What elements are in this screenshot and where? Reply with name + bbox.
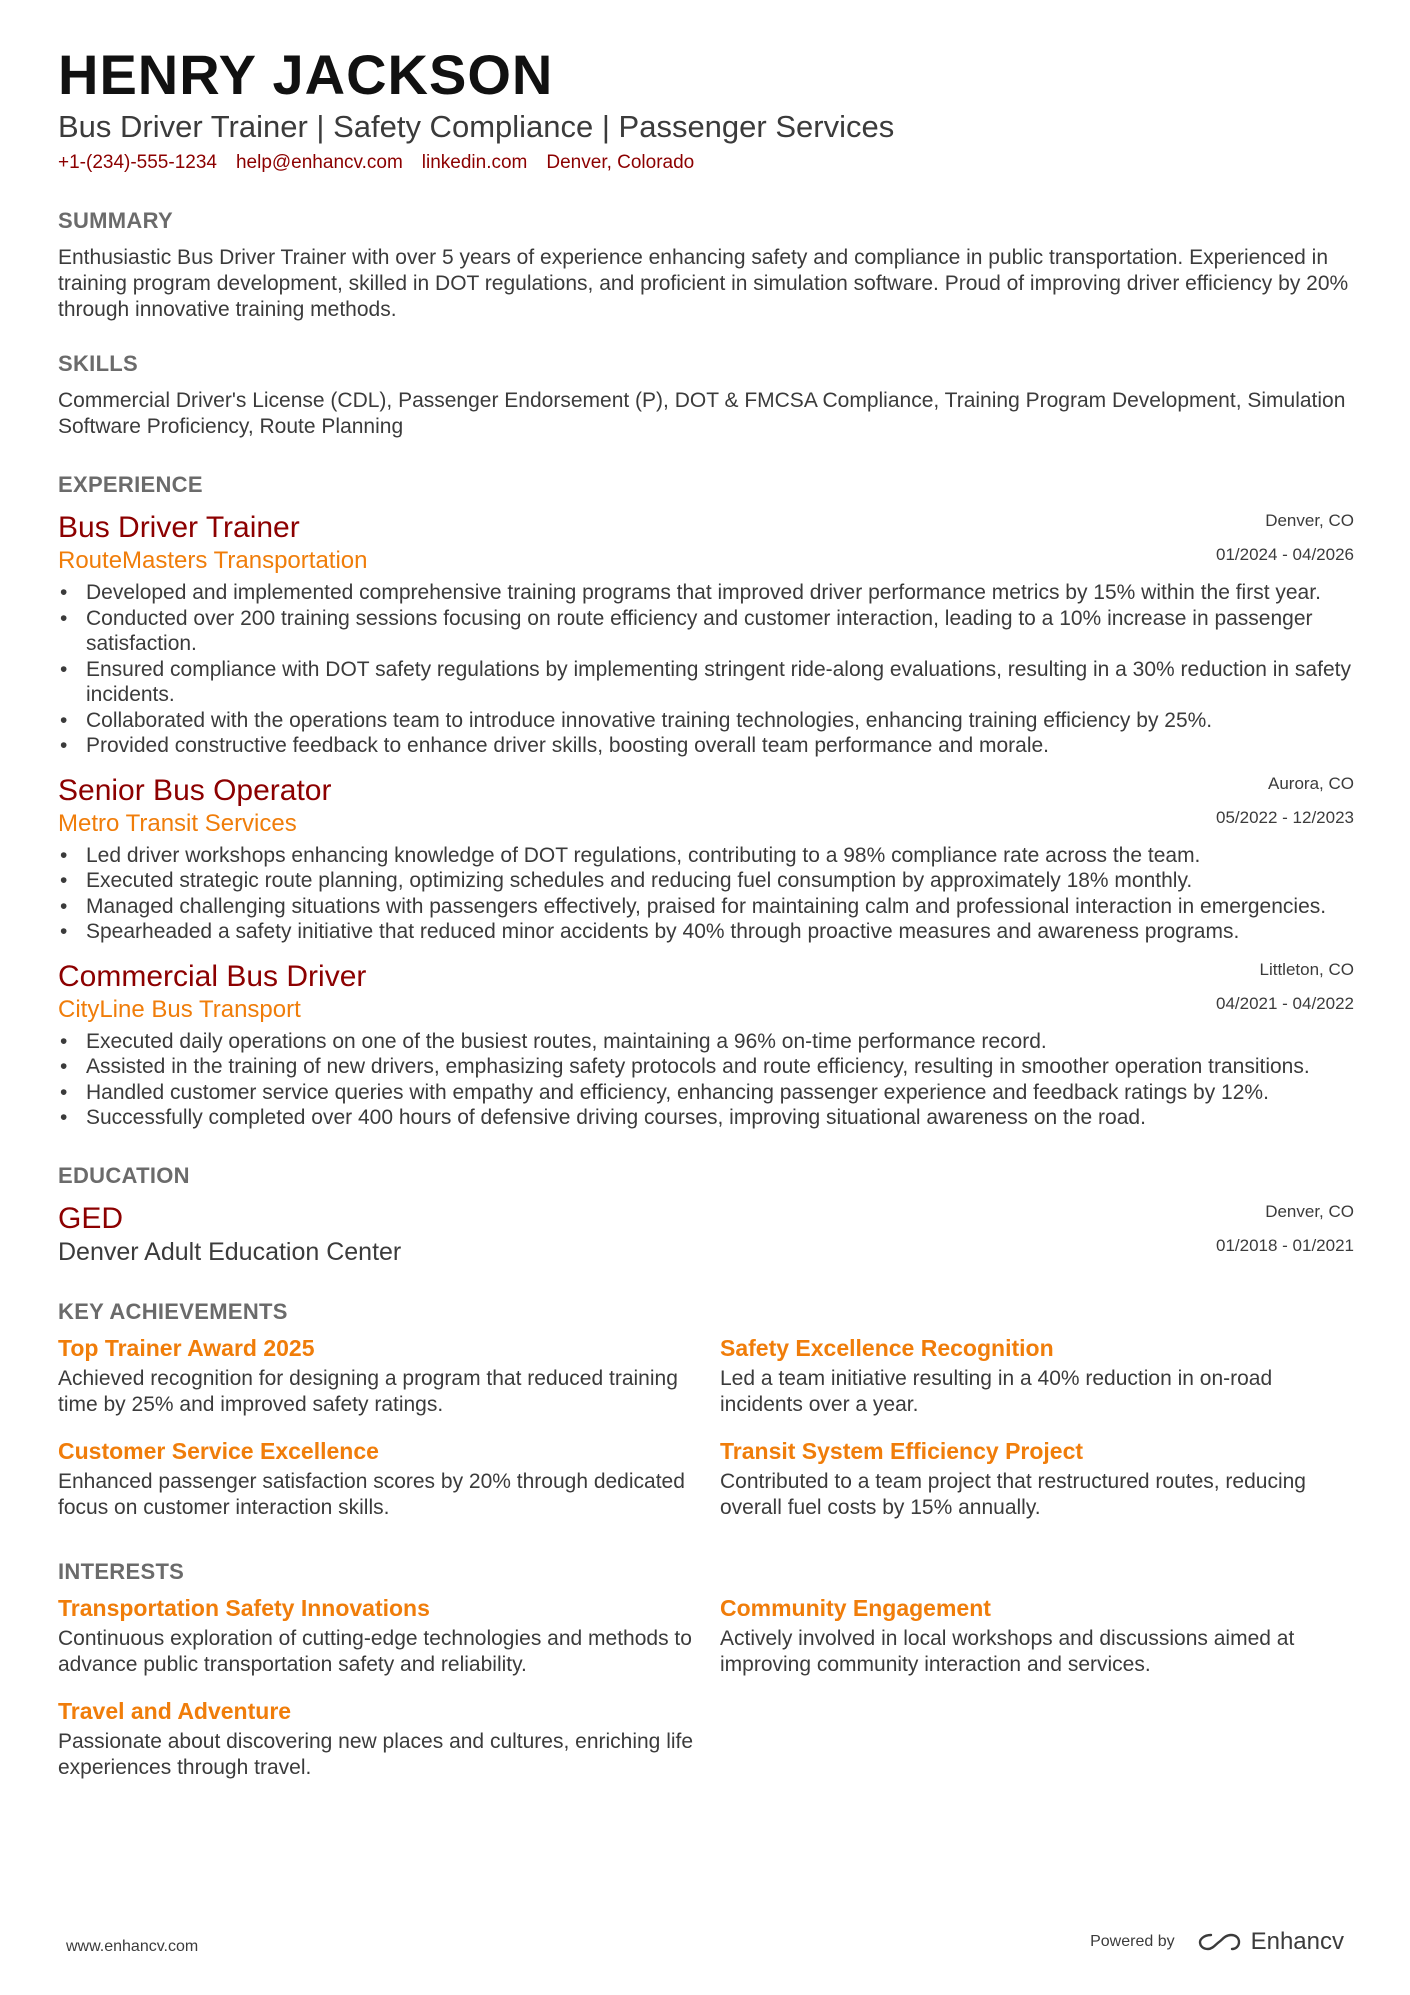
job-bullet: • Assisted in the training of new drivers, emphasizing safety protocols and route efficiency, resulting in smoother operation transitions. — [58, 1054, 1354, 1080]
job-company: RouteMasters Transportation — [58, 547, 368, 574]
section-title-education: EDUCATION — [58, 1162, 190, 1188]
job-company: CityLine Bus Transport — [58, 995, 301, 1023]
job-bullet: • Managed challenging situations with passengers effectively, praised for maintaining calm and professional interaction in emergencies. — [58, 894, 1354, 920]
education-entry — [58, 1201, 1354, 1267]
brand-name: Enhancv — [1250, 1928, 1344, 1955]
interest-card — [58, 1696, 720, 1781]
job-bullet: • Executed strategic route planning, optimizing schedules and reducing fuel consumption by approximately 18% monthly. — [58, 868, 1354, 894]
footer-website[interactable]: www.enhancv.com — [66, 1938, 199, 1955]
job-bullet: • Provided constructive feedback to enhance driver skills, boosting overall team performance and morale. — [58, 733, 1354, 759]
job-bullets — [58, 580, 1354, 759]
achievement-card — [58, 1436, 720, 1521]
job-entry — [58, 510, 1354, 759]
job-bullet: • Developed and implemented comprehensive training programs that improved driver performance metrics by 15% within the first year. — [58, 580, 1354, 606]
interest-desc: Continuous exploration of cutting-edge technologies and methods to advance public transportation safety and reliability. — [58, 1626, 692, 1676]
achievement-desc: Achieved recognition for designing a program that reduced training time by 25% and improved safety ratings. — [58, 1366, 678, 1416]
achievement-desc: Enhanced passenger satisfaction scores by 20% through dedicated focus on customer interaction skills. — [58, 1469, 685, 1519]
experience-section — [58, 470, 1354, 1131]
achievement-title: Safety Excellence Recognition — [720, 1334, 1054, 1361]
job-bullet: • Handled customer service queries with empathy and efficiency, enhancing passenger experience and feedback ratings by 12%. — [58, 1080, 1354, 1106]
education-section — [58, 1161, 1354, 1267]
job-company: Metro Transit Services — [58, 809, 297, 837]
achievement-desc: Led a team initiative resulting in a 40% reduction in on-road incidents over a year. — [720, 1366, 1273, 1416]
achievement-card — [58, 1333, 720, 1418]
candidate-headline: Bus Driver Trainer | Safety Compliance | Passenger Services — [58, 109, 895, 144]
job-bullet: • Spearheaded a safety initiative that reduced minor accidents by 40% through proactive measures and awareness programs. — [58, 919, 1354, 945]
job-bullets — [58, 843, 1354, 945]
job-bullets — [58, 1029, 1354, 1131]
resume-header — [58, 40, 1354, 176]
job-entry — [58, 773, 1354, 945]
job-bullet: • Ensured compliance with DOT safety regulations by implementing stringent ride-along evaluations, resulting in a 30% reduction in safety incidents. — [58, 657, 1354, 708]
contact-info — [58, 150, 1354, 176]
education-dates: 01/2018 - 01/2021 — [1215, 1235, 1354, 1255]
candidate-name: HENRY JACKSON — [58, 43, 554, 106]
interest-card — [58, 1593, 720, 1678]
enhancv-brand[interactable] — [1197, 1928, 1344, 1956]
section-title-skills: SKILLS — [58, 351, 139, 376]
job-dates: 04/2021 - 04/2022 — [1215, 993, 1354, 1013]
skills-section — [58, 349, 1354, 440]
achievement-title: Top Trainer Award 2025 — [58, 1334, 315, 1361]
interests-grid — [58, 1593, 1354, 1781]
interests-section — [58, 1557, 1354, 1781]
education-school: Denver Adult Education Center — [58, 1237, 402, 1266]
achievements-section — [58, 1297, 1354, 1521]
interest-card — [720, 1593, 1354, 1678]
job-dates: 01/2024 - 04/2026 — [1215, 545, 1354, 564]
footer-branding — [1090, 1928, 1344, 1956]
achievement-card — [720, 1436, 1354, 1521]
job-title: Senior Bus Operator — [58, 773, 332, 807]
education-degree: GED — [58, 1201, 124, 1235]
summary-section — [58, 206, 1354, 323]
section-title-achievements: KEY ACHIEVEMENTS — [58, 1298, 288, 1324]
skills-text: Commercial Driver's License (CDL), Passenger Endorsement (P), DOT & FMCSA Compliance, Training Program Development, Simulation Software Proficiency, Route Planning — [58, 389, 1346, 438]
section-title-experience: EXPERIENCE — [58, 472, 203, 497]
job-title: Bus Driver Trainer — [58, 511, 300, 544]
contact-phone[interactable]: +1-(234)-555-1234 — [58, 152, 217, 173]
contact-linkedin[interactable]: linkedin.com — [421, 152, 528, 173]
job-location: Aurora, CO — [1268, 773, 1354, 793]
achievement-card — [720, 1333, 1354, 1418]
job-location: Denver, CO — [1265, 511, 1354, 530]
summary-text: Enthusiastic Bus Driver Trainer with over 5 years of experience enhancing safety and compliance in public transportation. Experienced in training program development, skilled in DOT regulations, and proficient in simulation software. Proud of improving driver efficiency by 20% through innovative training methods. — [58, 246, 1349, 321]
achievement-desc: Contributed to a team project that restructured routes, reducing overall fuel costs by 15% annually. — [720, 1469, 1306, 1519]
achievement-title: Customer Service Excellence — [58, 1437, 379, 1464]
enhancv-logo-icon — [1197, 1931, 1243, 1953]
interest-title: Transportation Safety Innovations — [58, 1594, 430, 1621]
achievement-title: Transit System Efficiency Project — [720, 1437, 1084, 1464]
interest-desc: Actively involved in local workshops and discussions aimed at improving community interaction and services. — [720, 1626, 1295, 1676]
job-title: Commercial Bus Driver — [58, 959, 367, 993]
page-footer — [66, 1928, 1344, 1968]
contact-email[interactable]: help@enhancv.com — [235, 152, 403, 173]
contact-location: Denver, Colorado — [546, 152, 695, 173]
job-bullet: • Collaborated with the operations team to introduce innovative training technologies, enhancing training efficiency by 25%. — [58, 708, 1354, 734]
resume-page — [58, 40, 1354, 1781]
job-bullet: • Led driver workshops enhancing knowledge of DOT regulations, contributing to a 98% compliance rate across the team. — [58, 843, 1354, 869]
job-location: Littleton, CO — [1259, 959, 1354, 979]
job-bullet: • Conducted over 200 training sessions focusing on route efficiency and customer interaction, leading to a 10% increase in passenger satisfaction. — [58, 606, 1354, 657]
section-title-summary: SUMMARY — [58, 208, 173, 233]
education-location: Denver, CO — [1265, 1201, 1354, 1221]
job-dates: 05/2022 - 12/2023 — [1215, 807, 1354, 827]
interest-desc: Passionate about discovering new places and cultures, enriching life experiences through travel. — [58, 1729, 694, 1779]
job-bullet: • Executed daily operations on one of the busiest routes, maintaining a 96% on-time performance record. — [58, 1029, 1354, 1055]
powered-by-label: Powered by — [1090, 1933, 1175, 1950]
section-title-interests: INTERESTS — [58, 1558, 185, 1584]
achievements-grid — [58, 1333, 1354, 1521]
job-entry — [58, 959, 1354, 1131]
interest-title: Travel and Adventure — [58, 1697, 292, 1724]
job-bullet: • Successfully completed over 400 hours of defensive driving courses, improving situational awareness on the road. — [58, 1105, 1354, 1131]
interest-title: Community Engagement — [720, 1594, 991, 1621]
